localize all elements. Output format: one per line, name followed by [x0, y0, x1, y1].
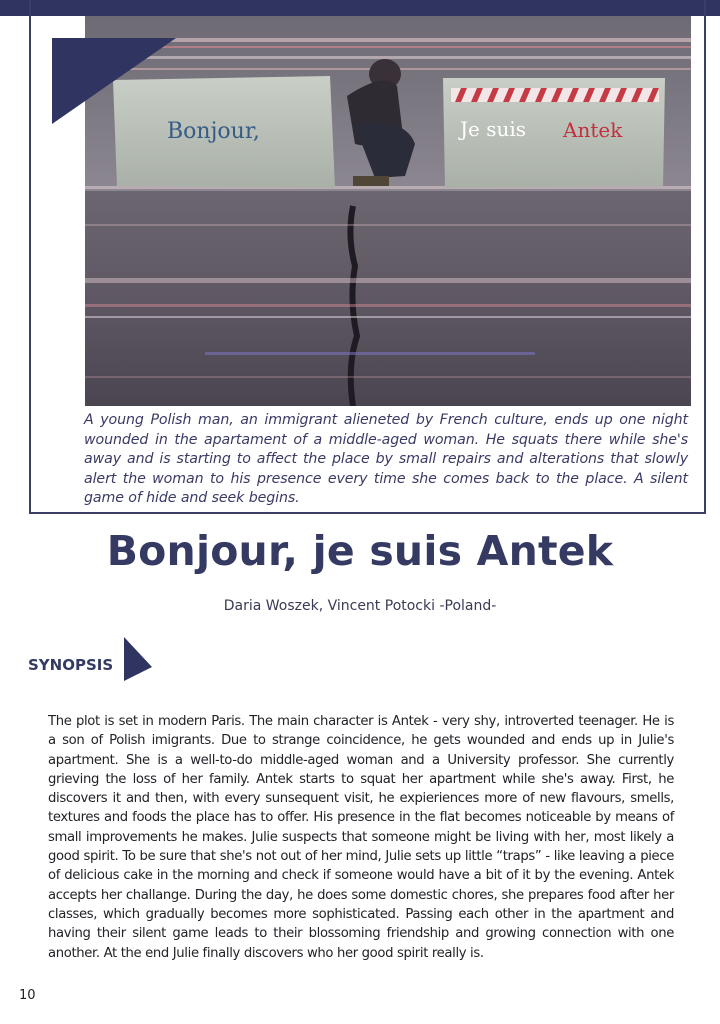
page-number: 10	[19, 988, 36, 1003]
photo-caption: A young Polish man, an immigrant alieneted by French culture, ends up one night wounded in the apartament of a middle-aged woman. He squats there while she's away and is starting to affect the place by small repairs and alterations that slowly alert the woman to his presence every time she comes back to the place. A silent game of hide and seek begins.	[84, 412, 688, 506]
synopsis-body: The plot is set in modern Paris. The main character is Antek - very shy, introverted teenager. He is a son of Polish imigrants. Due to strange coincidence, he gets wounded and ends up in Julie's apartment. She is a well-to-do middle-aged woman and a University professor. She currently grieving the loss of her family. Antek starts to squat her apartment while she's away. First, he discovers it and then, with every sunsequent visit, he expieriences more of new flavours, smells, textures and foods the place has to offer. His presence in the flat becomes noticeable by means of small improvements he makes. Julie suspects that someone might be living with her, most likely a good spirit. To be sure that she's not out of her mind, Julie sets up little “traps” - like leaving a piece of delicious cake in the morning and check if someone would have a bit of it by the evening. Antek accepts her challange. During the day, he does some domestic chores, she prepares food after her classes, which gradually becomes more sophisticated. Passing each other in the apartment and having their silent game leads to their blossoming friendship and growing connection with one another. At the end Julie finally discovers who her good spirit really is.	[48, 714, 674, 961]
page-title: Bonjour, je suis Antek	[106, 527, 614, 575]
corner-triangle-decoration	[52, 38, 176, 124]
block-right-text-1: Je suis	[460, 117, 527, 141]
block-left-text: Bonjour,	[167, 119, 260, 144]
synopsis-heading: SYNOPSIS	[28, 656, 114, 674]
authors-line: Daria Woszek, Vincent Potocki -Poland-	[223, 598, 497, 614]
block-right-text-2: Antek	[563, 118, 623, 142]
synopsis-triangle-icon	[124, 637, 152, 681]
